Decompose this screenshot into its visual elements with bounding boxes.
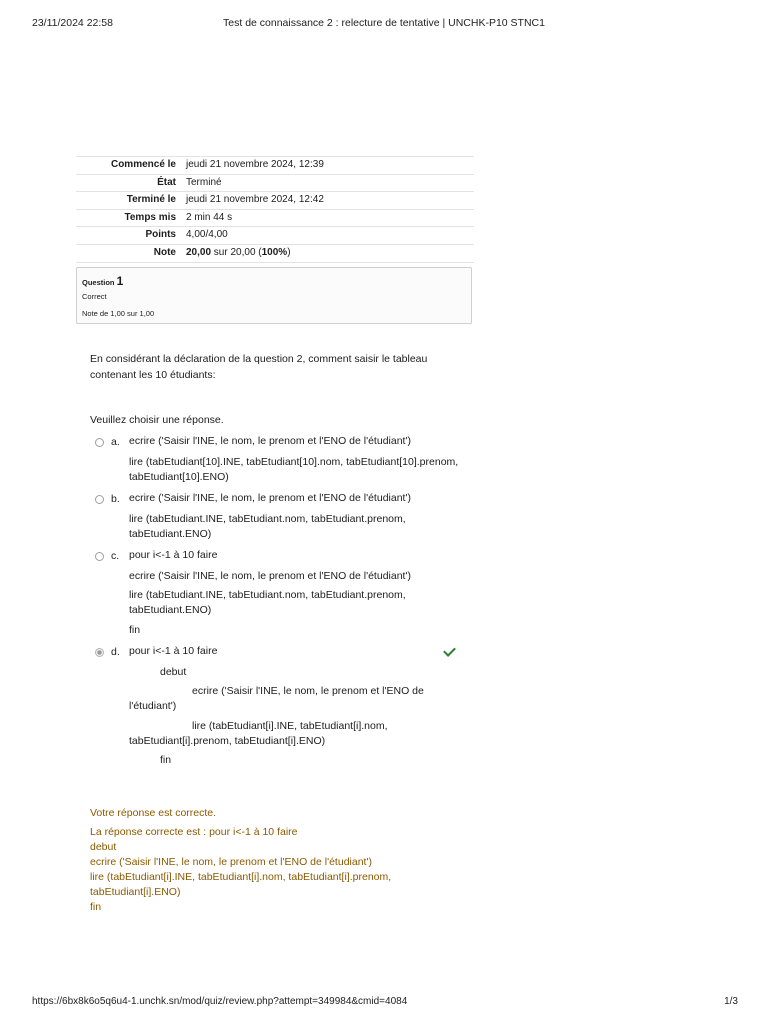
option-a-letter: a.	[111, 436, 120, 448]
option-c-radio[interactable]	[95, 552, 104, 561]
option-a-line: lire (tabEtudiant[10].INE, tabEtudiant[10].nom, tabEtudiant[10].prenom,	[129, 456, 459, 468]
feedback-answer-line: fin	[90, 901, 102, 913]
option-d-line: ecrire ('Saisir l'INE, le nom, le prenom et l'ENO de	[192, 685, 424, 697]
print-title: Test de connaissance 2 : relecture de tentative | UNCHK-P10 STNC1	[223, 17, 545, 29]
print-page-number: 1/3	[724, 996, 738, 1007]
feedback-answer-line: ecrire ('Saisir l'INE, le nom, le prenom et l'ENO de l'étudiant')	[90, 856, 372, 868]
summary-value: 4,00/4,00	[186, 229, 228, 241]
question-number	[82, 274, 123, 288]
summary-value: jeudi 21 novembre 2024, 12:39	[186, 159, 324, 170]
option-c-line: pour i<-1 à 10 faire	[129, 549, 218, 561]
option-d-line: l'étudiant')	[129, 700, 177, 712]
option-a-line: ecrire ('Saisir l'INE, le nom, le prenom et l'ENO de l'étudiant')	[129, 435, 411, 447]
option-a-radio[interactable]	[95, 438, 104, 447]
option-c-line: tabEtudiant.ENO)	[129, 604, 212, 616]
option-d-line: tabEtudiant[i].prenom, tabEtudiant[i].ENO)	[129, 735, 326, 747]
feedback-answer-line: lire (tabEtudiant[i].INE, tabEtudiant[i].nom, tabEtudiant[i].prenom,	[90, 871, 392, 883]
attempt-summary-table	[76, 156, 474, 263]
summary-label: Temps mis	[124, 211, 176, 223]
grade-percent: 100%	[261, 246, 288, 258]
option-c-line: ecrire ('Saisir l'INE, le nom, le prenom et l'ENO de l'étudiant')	[129, 570, 411, 582]
option-d-radio[interactable]	[95, 648, 104, 657]
feedback-answer-line: tabEtudiant[i].ENO)	[90, 886, 181, 898]
option-a-line: tabEtudiant[10].ENO)	[129, 471, 229, 483]
option-b-line: lire (tabEtudiant.INE, tabEtudiant.nom, tabEtudiant.prenom,	[129, 513, 406, 525]
option-d-line: debut	[160, 666, 187, 678]
feedback-correct: Votre réponse est correcte.	[90, 807, 217, 819]
answer-prompt: Veuillez choisir une réponse.	[90, 414, 224, 426]
summary-label: État	[157, 176, 176, 188]
print-date: 23/11/2024 22:58	[32, 17, 113, 29]
feedback-answer-line: La réponse correcte est : pour i<-1 à 10 faire	[90, 826, 298, 838]
summary-label: Note	[153, 246, 176, 258]
option-d-line: lire (tabEtudiant[i].INE, tabEtudiant[i].nom,	[192, 720, 388, 732]
summary-row	[76, 244, 474, 262]
option-d-line: fin	[160, 754, 172, 766]
option-d-letter: d.	[111, 646, 120, 658]
grade-out-of: sur 20,00 (	[211, 246, 262, 258]
question-text: En considérant la déclaration de la question 2, comment saisir le tableau contenant les 10 étudiants:	[90, 353, 428, 381]
option-b-line: tabEtudiant.ENO)	[129, 528, 212, 540]
feedback-answer-line: debut	[90, 841, 117, 853]
summary-label: Commencé le	[110, 159, 176, 170]
summary-row	[76, 157, 474, 175]
summary-row	[76, 209, 474, 227]
summary-row	[76, 227, 474, 245]
option-c-line: fin	[129, 624, 141, 636]
summary-label: Terminé le	[126, 194, 176, 206]
summary-row	[76, 192, 474, 210]
option-b-letter: b.	[111, 493, 120, 505]
question-state: Correct	[82, 292, 107, 301]
grade-score: 20,00	[186, 246, 212, 258]
option-b-line: ecrire ('Saisir l'INE, le nom, le prenom et l'ENO de l'étudiant')	[129, 492, 411, 504]
question-grade: Note de 1,00 sur 1,00	[82, 309, 155, 318]
summary-value: jeudi 21 novembre 2024, 12:42	[186, 194, 324, 206]
summary-label: Points	[145, 229, 176, 241]
print-url: https://6bx8k6o5q6u4-1.unchk.sn/mod/quiz/review.php?attempt=349984&cmid=4084	[32, 996, 408, 1007]
grade-close: )	[287, 246, 291, 258]
option-c-letter: c.	[111, 550, 120, 562]
check-icon	[443, 644, 456, 657]
summary-value: 2 min 44 s	[186, 211, 233, 223]
question-prefix: Question	[82, 278, 115, 287]
question-number-value: 1	[116, 274, 124, 288]
summary-value: Terminé	[186, 176, 222, 188]
option-c-line: lire (tabEtudiant.INE, tabEtudiant.nom, tabEtudiant.prenom,	[129, 589, 406, 601]
question-info-box	[76, 267, 472, 324]
option-b-radio[interactable]	[95, 495, 104, 504]
option-d-line: pour i<-1 à 10 faire	[129, 645, 218, 657]
summary-value-grade	[184, 244, 474, 262]
summary-row	[76, 174, 474, 192]
